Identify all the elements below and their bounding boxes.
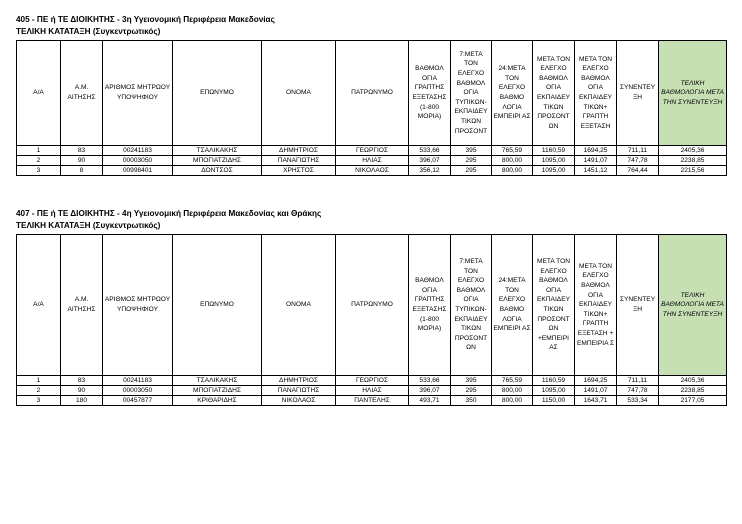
cell-final-score: 2405,36 — [659, 376, 727, 386]
header-aa: Α/Α — [17, 235, 61, 376]
table-row — [17, 396, 727, 406]
cell-written-exam: 356,12 — [409, 166, 451, 176]
header-written-exam: ΒΑΘΜΟΛ ΟΓΙΑ ΓΡΑΠΤΗΣ ΕΞΕΤΑΣΗΣ (1-800 ΜΟΡΙΑ) — [409, 235, 451, 376]
header-first-name: ΟΝΟΜΑ — [262, 235, 336, 376]
cell-surname: ΜΠΟΓΙΑΤΖΙΔΗΣ — [173, 386, 262, 396]
cell-father-name: ΓΕΩΡΓΙΟΣ — [336, 376, 409, 386]
ranking-table — [16, 40, 727, 176]
header-written-exam: ΒΑΘΜΟΛ ΟΓΙΑ ΓΡΑΠΤΗΣ ΕΞΕΤΑΣΗΣ (1-800 ΜΟΡΙΑ) — [409, 41, 451, 146]
table-row — [17, 156, 727, 166]
cell-combined-score: 1694,25 — [575, 376, 617, 386]
cell-combined-score: 1451,12 — [575, 166, 617, 176]
header-aa: Α/Α — [17, 41, 61, 146]
cell-first-name: ΧΡΗΣΤΟΣ — [262, 166, 336, 176]
cell-interview: 711,11 — [617, 376, 659, 386]
cell-surname: ΤΣΑΛΙΚΑΚΗΣ — [173, 376, 262, 386]
cell-father-name: ΗΛΙΑΣ — [336, 156, 409, 166]
cell-written-exam: 396,07 — [409, 386, 451, 396]
cell-father-name: ΝΙΚΟΛΑΟΣ — [336, 166, 409, 176]
cell-first-name: ΠΑΝΑΓΙΩΤΗΣ — [262, 156, 336, 166]
cell-registry-no: 00457877 — [103, 396, 173, 406]
table-row — [17, 166, 727, 176]
cell-aa: 1 — [17, 376, 61, 386]
cell-experience: 765,59 — [492, 376, 533, 386]
cell-formal-qualifications: 350 — [451, 396, 492, 406]
cell-aa: 3 — [17, 396, 61, 406]
cell-father-name: ΓΕΩΡΓΙΟΣ — [336, 146, 409, 156]
cell-interview: 711,11 — [617, 146, 659, 156]
header-educational-plus-written: ΜΕΤΑ ΤΟΝ ΕΛΕΓΧΟ ΒΑΘΜΟΛ ΟΓΙΑ ΕΚΠΑΙΔΕΥ ΤΙΚΩΝ+ ΓΡΑΠΤΗ ΕΞΕΤΑΣΗ — [575, 41, 617, 146]
cell-aa: 2 — [17, 156, 61, 166]
cell-interview: 747,78 — [617, 156, 659, 166]
table-row — [17, 146, 727, 156]
header-educational-qualifications: ΜΕΤΑ ΤΟΝ ΕΛΕΓΧΟ ΒΑΘΜΟΛ ΟΓΙΑ ΕΚΠΑΙΔΕΥ ΤΙΚΩΝ ΠΡΟΣΟΝΤ ΩΝ — [533, 41, 575, 146]
header-father-name: ΠΑΤΡΩΝΥΜΟ — [336, 235, 409, 376]
cell-educational-score: 1095,00 — [533, 156, 575, 166]
cell-educational-score: 1150,00 — [533, 396, 575, 406]
cell-written-exam: 396,07 — [409, 156, 451, 166]
table-row — [17, 376, 727, 386]
cell-aa: 3 — [17, 166, 61, 176]
cell-experience: 800,00 — [492, 386, 533, 396]
cell-combined-score: 1491,07 — [575, 386, 617, 396]
cell-registry-no: 00241183 — [103, 376, 173, 386]
cell-experience: 765,59 — [492, 146, 533, 156]
section-title: 405 - ΠΕ ή ΤΕ ΔΙΟΙΚΗΤΗΣ - 3η Υγειονομική Περιφέρεια Μακεδονίας — [16, 15, 275, 24]
header-experience: 24:ΜΕΤΑ ΤΟΝ ΕΛΕΓΧΟ ΒΑΘΜΟ ΛΟΓΙΑ ΕΜΠΕΙΡΙ ΑΣ — [492, 235, 533, 376]
header-application-no: Α.Μ. ΑΙΤΗΣΗΣ — [61, 235, 103, 376]
header-father-name: ΠΑΤΡΩΝΥΜΟ — [336, 41, 409, 146]
cell-interview: 764,44 — [617, 166, 659, 176]
cell-interview: 747,78 — [617, 386, 659, 396]
header-experience: 24:ΜΕΤΑ ΤΟΝ ΕΛΕΓΧΟ ΒΑΘΜΟ ΛΟΓΙΑ ΕΜΠΕΙΡΙ ΑΣ — [492, 41, 533, 146]
cell-surname: ΔΟΝΤΣΟΣ — [173, 166, 262, 176]
header-formal-qualifications: 7:ΜΕΤΑ ΤΟΝ ΕΛΕΓΧΟ ΒΑΘΜΟΛ ΟΓΙΑ ΤΥΠΙΚΩΝ- ΕΚΠΑΙΔΕΥ ΤΙΚΩΝ ΠΡΟΣΟΝΤ — [451, 41, 492, 146]
cell-first-name: ΝΙΚΟΛΑΟΣ — [262, 396, 336, 406]
cell-first-name: ΔΗΜΗΤΡΙΟΣ — [262, 146, 336, 156]
section-subtitle: ΤΕΛΙΚΗ ΚΑΤΑΤΑΞΗ (Συγκεντρωτικός) — [16, 221, 161, 230]
cell-formal-qualifications: 395 — [451, 376, 492, 386]
cell-formal-qualifications: 295 — [451, 386, 492, 396]
cell-written-exam: 533,66 — [409, 376, 451, 386]
cell-registry-no: 00003050 — [103, 386, 173, 396]
cell-experience: 800,00 — [492, 156, 533, 166]
header-surname: ΕΠΩΝΥΜΟ — [173, 41, 262, 146]
ranking-table — [16, 234, 727, 406]
header-surname: ΕΠΩΝΥΜΟ — [173, 235, 262, 376]
cell-application-no: 90 — [61, 156, 103, 166]
header-final-score: ΤΕΛΙΚΗ ΒΑΘΜΟΛΟΓΙΑ ΜΕΤΑ ΤΗΝ ΣΥΝΕΝΤΕΥΞΗ — [659, 235, 727, 376]
cell-surname: ΜΠΟΓΙΑΤΖΙΔΗΣ — [173, 156, 262, 166]
table-header-row — [17, 235, 727, 376]
cell-first-name: ΠΑΝΑΓΙΩΤΗΣ — [262, 386, 336, 396]
header-application-no: Α.Μ. ΑΙΤΗΣΗΣ — [61, 41, 103, 146]
section-subtitle: ΤΕΛΙΚΗ ΚΑΤΑΤΑΞΗ (Συγκεντρωτικός) — [16, 27, 161, 36]
cell-combined-score: 1643,71 — [575, 396, 617, 406]
cell-combined-score: 1694,25 — [575, 146, 617, 156]
cell-experience: 800,00 — [492, 166, 533, 176]
cell-written-exam: 533,66 — [409, 146, 451, 156]
cell-interview: 533,34 — [617, 396, 659, 406]
table-body — [17, 376, 727, 406]
section-405 — [16, 14, 727, 176]
cell-formal-qualifications: 395 — [451, 146, 492, 156]
cell-written-exam: 493,71 — [409, 396, 451, 406]
header-registry-no: ΑΡΙΘΜΟΣ ΜΗΤΡΩΟΥ ΥΠΟΨΗΦΙΟΥ — [103, 235, 173, 376]
cell-registry-no: 00241183 — [103, 146, 173, 156]
cell-educational-score: 1095,00 — [533, 166, 575, 176]
cell-surname: ΚΡΙΘΑΡΙΔΗΣ — [173, 396, 262, 406]
header-educational-plus-experience: ΜΕΤΑ ΤΟΝ ΕΛΕΓΧΟ ΒΑΘΜΟΛ ΟΓΙΑ ΕΚΠΑΙΔΕΥ ΤΙΚΩΝ ΠΡΟΣΟΝΤ ΩΝ +ΕΜΠΕΙΡΙ ΑΣ — [533, 235, 575, 376]
cell-educational-score: 1160,59 — [533, 376, 575, 386]
table-body — [17, 146, 727, 176]
table-header-row — [17, 41, 727, 146]
cell-registry-no: 00998401 — [103, 166, 173, 176]
cell-final-score: 2238,85 — [659, 156, 727, 166]
cell-educational-score: 1095,00 — [533, 386, 575, 396]
header-interview: ΣΥΝΕΝΤΕΥ ΞΗ — [617, 41, 659, 146]
header-educational-written-experience: ΜΕΤΑ ΤΟΝ ΕΛΕΓΧΟ ΒΑΘΜΟΛ ΟΓΙΑ ΕΚΠΑΙΔΕΥ ΤΙΚΩΝ+ ΓΡΑΠΤΗ ΕΞΕΤΑΣΗ + ΕΜΠΕΙΡΙΑ Σ — [575, 235, 617, 376]
header-formal-qualifications: 7:ΜΕΤΑ ΤΟΝ ΕΛΕΓΧΟ ΒΑΘΜΟΛ ΟΓΙΑ ΤΥΠΙΚΩΝ- ΕΚΠΑΙΔΕΥ ΤΙΚΩΝ ΠΡΟΣΟΝΤ ΩΝ — [451, 235, 492, 376]
cell-final-score: 2238,85 — [659, 386, 727, 396]
cell-application-no: 180 — [61, 396, 103, 406]
cell-surname: ΤΣΑΛΙΚΑΚΗΣ — [173, 146, 262, 156]
cell-application-no: 83 — [61, 146, 103, 156]
cell-application-no: 83 — [61, 376, 103, 386]
cell-aa: 2 — [17, 386, 61, 396]
cell-father-name: ΗΛΙΑΣ — [336, 386, 409, 396]
header-interview: ΣΥΝΕΝΤΕΥ ΞΗ — [617, 235, 659, 376]
header-registry-no: ΑΡΙΘΜΟΣ ΜΗΤΡΩΟΥ ΥΠΟΨΗΦΙΟΥ — [103, 41, 173, 146]
cell-final-score: 2405,36 — [659, 146, 727, 156]
cell-formal-qualifications: 295 — [451, 156, 492, 166]
cell-formal-qualifications: 295 — [451, 166, 492, 176]
cell-registry-no: 00003050 — [103, 156, 173, 166]
header-first-name: ΟΝΟΜΑ — [262, 41, 336, 146]
cell-final-score: 2177,05 — [659, 396, 727, 406]
cell-aa: 1 — [17, 146, 61, 156]
section-407 — [16, 208, 727, 406]
table-row — [17, 386, 727, 396]
section-title: 407 - ΠΕ ή ΤΕ ΔΙΟΙΚΗΤΗΣ - 4η Υγειονομική Περιφέρεια Μακεδονίας και Θράκης — [16, 209, 322, 218]
cell-first-name: ΔΗΜΗΤΡΙΟΣ — [262, 376, 336, 386]
cell-application-no: 90 — [61, 386, 103, 396]
cell-father-name: ΠΑΝΤΕΛΗΣ — [336, 396, 409, 406]
cell-final-score: 2215,56 — [659, 166, 727, 176]
cell-educational-score: 1160,59 — [533, 146, 575, 156]
cell-application-no: 8 — [61, 166, 103, 176]
header-final-score: ΤΕΛΙΚΗ ΒΑΘΜΟΛΟΓΙΑ ΜΕΤΑ ΤΗΝ ΣΥΝΕΝΤΕΥΞΗ — [659, 41, 727, 146]
cell-experience: 800,00 — [492, 396, 533, 406]
cell-combined-score: 1491,07 — [575, 156, 617, 166]
